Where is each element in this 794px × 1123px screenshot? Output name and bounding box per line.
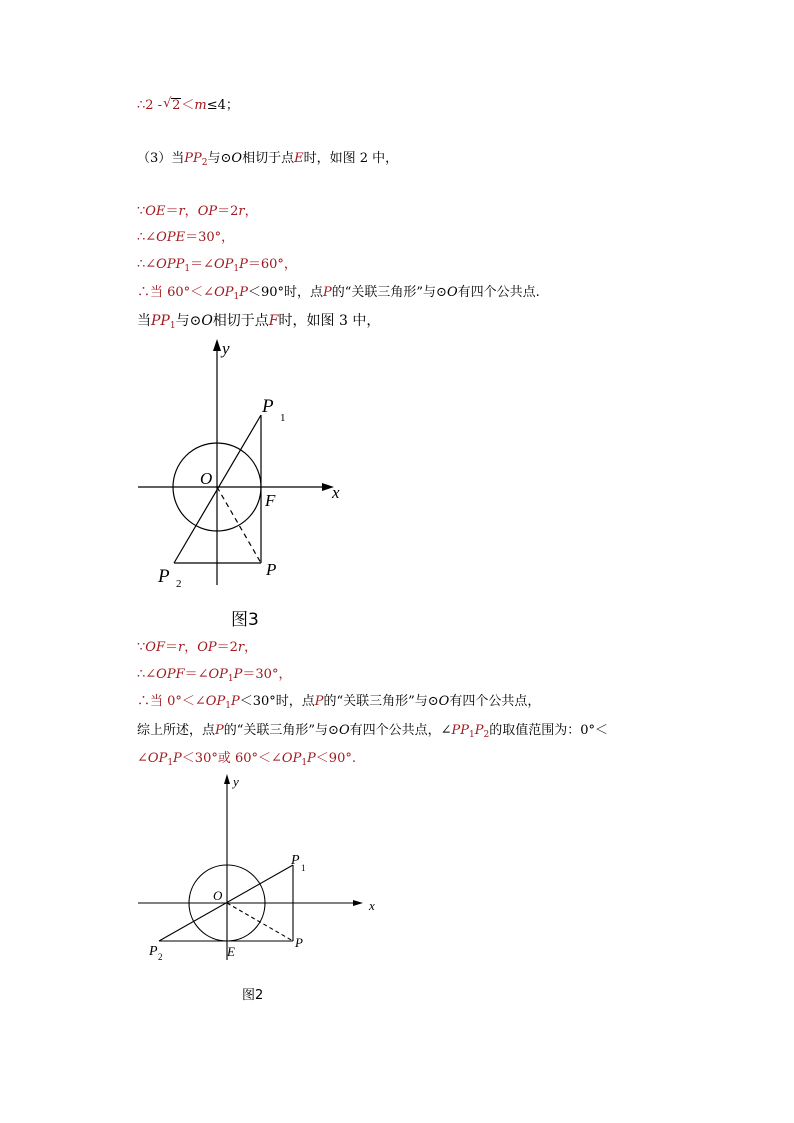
text: 1 [233, 292, 240, 302]
text: ＜30°或 60°＜∠ [181, 751, 282, 766]
text: 1 [184, 264, 191, 274]
text: OF [145, 640, 165, 655]
text: OP [197, 640, 217, 655]
text: 相切于点 [212, 313, 269, 329]
text: 与⊙ [207, 151, 232, 166]
text: ∴∠ [137, 257, 157, 272]
text: OP [213, 257, 234, 272]
text: PP [184, 151, 202, 166]
text: 2 - [145, 98, 163, 113]
text: OP [147, 751, 168, 766]
text: （3）当 [137, 151, 185, 166]
fig3-label-p1: P [262, 396, 274, 417]
fig3-label-p2-sub: 2 [176, 578, 182, 590]
text: 时，如图 2 中， [303, 151, 399, 166]
text: 1 [227, 674, 234, 684]
text: OPF [156, 667, 185, 682]
text: ∴当 60°＜∠ [137, 285, 215, 300]
figure-2 [135, 770, 385, 970]
text: 有四个公共点，∠ [349, 723, 452, 738]
text: O [338, 723, 350, 738]
fig2-dashed-op [227, 903, 293, 941]
line-angle-opf [137, 666, 291, 688]
text: ＝∠ [190, 257, 214, 272]
figure-3 [130, 335, 360, 595]
line-angle-opp1 [137, 256, 297, 278]
text: ， [244, 640, 258, 655]
text: 1 [169, 321, 176, 331]
text: ＜30°时，点 [239, 694, 315, 709]
fig2-label-e: E [227, 944, 235, 959]
fig3-label-y: y [222, 339, 230, 358]
text: P [307, 751, 316, 766]
text: P [474, 723, 484, 738]
text: O [446, 285, 458, 300]
text: ＜ [181, 98, 195, 113]
text: OPP [156, 257, 185, 272]
text: 1 [469, 730, 475, 740]
text: ∵ [137, 204, 146, 219]
text: OE [145, 204, 166, 219]
fig3-label-p1-sub: 1 [280, 412, 286, 424]
fig3-label-p2: P [158, 566, 170, 587]
text: ∵ [137, 640, 146, 655]
text: ∠ [137, 751, 148, 766]
fig3-label-p: P [266, 560, 277, 579]
text: ∴∠ [137, 230, 157, 245]
line-range-m [137, 97, 239, 115]
fig3-label-f: F [265, 491, 276, 510]
text: 的“关联三角形”与⊙ [323, 694, 439, 709]
fig3-caption: 图3 [231, 610, 259, 630]
text: 与⊙ [175, 313, 202, 329]
text: ＝2 [216, 640, 238, 655]
text: E [294, 151, 304, 166]
therefore-symbol: ∴ [137, 98, 146, 113]
line-of-op [137, 639, 257, 657]
text: PP [151, 313, 170, 329]
text: P [173, 751, 182, 766]
line-summary [137, 722, 608, 744]
line-tangent-f [137, 312, 380, 335]
text: P [239, 257, 248, 272]
text: r [177, 640, 185, 655]
fig2-x-arrow [353, 900, 363, 906]
fig2-label-p1: P [291, 853, 300, 868]
fig2-label-p: P [295, 935, 303, 950]
text: OP [197, 204, 218, 219]
text: 的“关联三角形”与⊙ [223, 723, 339, 738]
text: 综上所述，点 [137, 723, 216, 738]
text: ＝30°， [242, 667, 292, 682]
var-m: m [194, 98, 207, 113]
text: 当 [137, 313, 151, 329]
text: 1 [301, 758, 308, 768]
fig2-label-p1-sub: 1 [301, 863, 306, 873]
text: ＜90°. [315, 751, 356, 766]
text: 的“关联三角形”与⊙ [331, 285, 447, 300]
text: F [268, 313, 279, 329]
text: ， [244, 204, 258, 219]
text: P [233, 667, 243, 682]
text: 2 [201, 158, 208, 168]
fig2-label-p2-sub: 2 [158, 952, 163, 962]
text: r [237, 640, 245, 655]
fig2-label-y: y [233, 774, 239, 789]
text: 1 [233, 264, 240, 274]
text: ∴∠ [137, 667, 157, 682]
fig2-y-arrow [224, 774, 230, 784]
text: P [215, 723, 224, 738]
text: r [238, 204, 245, 219]
line-condition-60-90 [137, 284, 540, 306]
fig2-caption: 图2 [242, 988, 264, 1003]
text: ＝∠ [184, 667, 209, 682]
text: 相切于点 [242, 151, 295, 166]
text: 有四个公共点. [457, 285, 540, 300]
fig3-label-x: x [332, 483, 340, 502]
text: O [438, 694, 450, 709]
text: ≤4； [206, 98, 239, 113]
text: ＝ [164, 640, 178, 655]
text: ∴当 0°＜∠ [137, 694, 206, 709]
text: OPE [156, 230, 186, 245]
text: P [239, 285, 248, 300]
fig2-label-x: x [369, 898, 375, 913]
text: ＝2 [217, 204, 239, 219]
fig2-label-o: O [213, 888, 223, 903]
text: ， [184, 204, 198, 219]
sqrt-value: √ 2 [171, 98, 181, 113]
text: P [230, 694, 240, 709]
line-angle-ope [137, 229, 234, 247]
text: OP [214, 285, 234, 300]
text: O [231, 151, 243, 166]
text: ， [184, 640, 198, 655]
text: 1 [167, 758, 174, 768]
text: OP [205, 694, 226, 709]
text: ＝ [165, 204, 179, 219]
line-case-3 [137, 150, 398, 172]
line-final-answer [137, 750, 356, 772]
fig3-y-arrow [213, 339, 221, 351]
text: PP [451, 723, 470, 738]
text: P [314, 694, 324, 709]
text: 有四个公共点， [449, 694, 541, 709]
text: O [201, 313, 213, 329]
text: 1 [225, 701, 231, 711]
fig2-label-p2: P [149, 944, 158, 959]
fig3-label-o: O [200, 469, 213, 488]
line-condition-0-30 [137, 693, 540, 715]
line-oe-op [137, 203, 258, 221]
text: OP [208, 667, 228, 682]
text: OP [281, 751, 302, 766]
text: ＜90°时，点 [247, 285, 324, 300]
text: ＝30°， [185, 230, 235, 245]
text: P [323, 285, 332, 300]
text: ＝60°， [247, 257, 297, 272]
text: 2 [483, 730, 490, 740]
text: r [178, 204, 185, 219]
text: 时，如图 3 中， [278, 313, 381, 329]
text: 的取值范围为：0°＜ [489, 723, 609, 738]
